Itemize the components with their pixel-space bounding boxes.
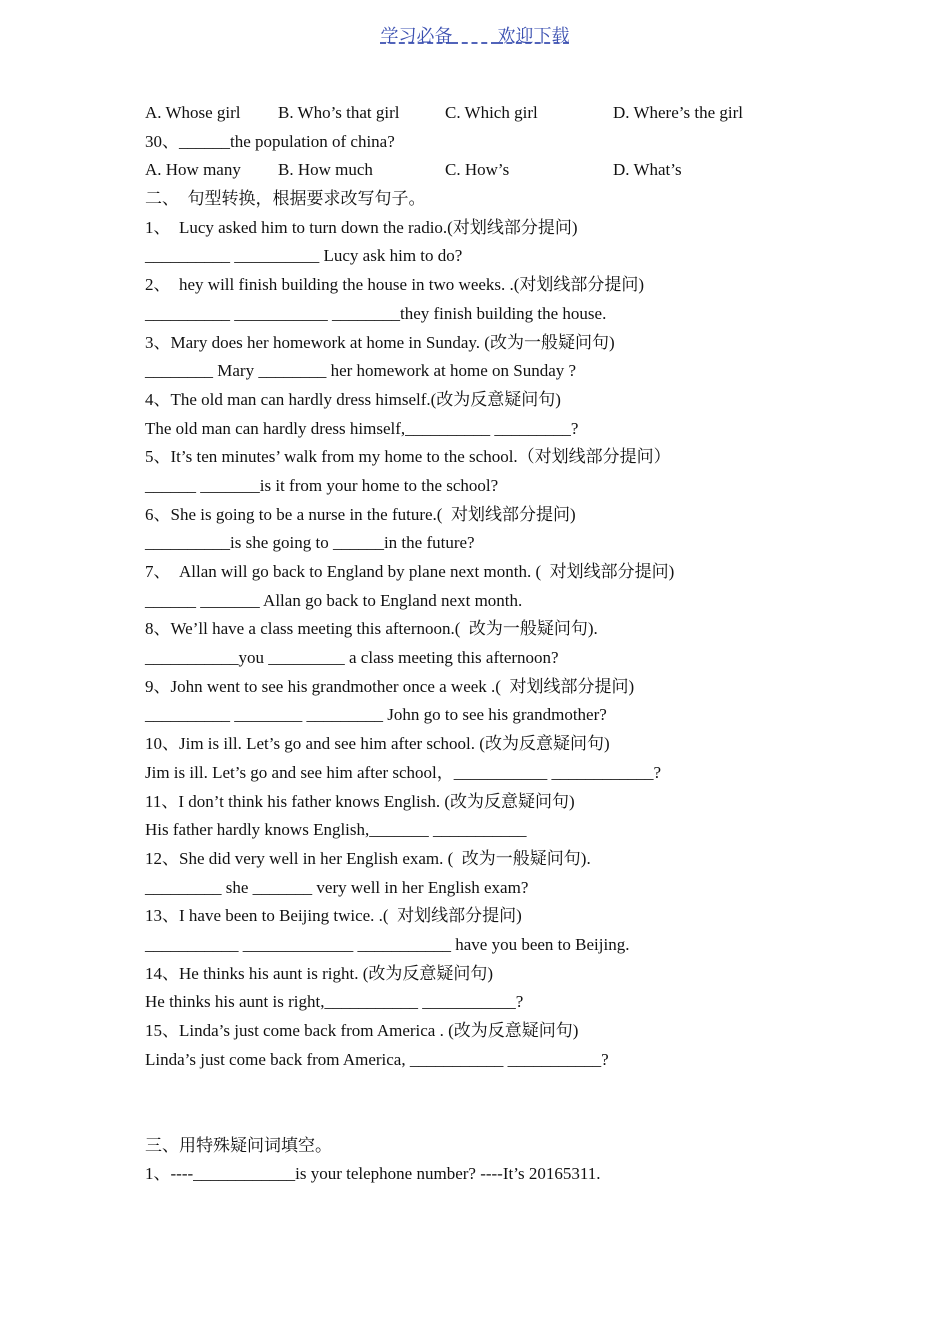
s2-q13-prompt: 13、I have been to Beijing twice. .( 对划线部分提问) (145, 906, 522, 926)
section3-title: 三、用特殊疑问词填空。 (145, 1135, 332, 1155)
s2-q6-answer: __________is she going to ______in the future? (145, 533, 475, 553)
s2-q13-answer: ___________ _____________ ___________ have you been to Beijing. (145, 934, 630, 954)
s2-q14-answer: He thinks his aunt is right,___________ ___________? (145, 992, 524, 1012)
s2-q7-prompt: 7、 Allan will go back to England by plane next month. ( 对划线部分提问) (145, 562, 675, 581)
q29-option-d: D. Where’s the girl (613, 103, 743, 122)
s2-q5-answer: ______ _______is it from your home to the school? (145, 475, 499, 495)
worksheet-body (145, 99, 865, 1189)
s2-q4-prompt: 4、The old man can hardly dress himself.(改为反意疑问句) (145, 389, 561, 409)
s2-q3-prompt: 3、Mary does her homework at home in Sunday. (改为一般疑问句) (145, 332, 615, 352)
s2-q14-prompt: 14、He thinks his aunt is right. (改为反意疑问句) (145, 963, 494, 983)
q30-option-d: D. What’s (613, 160, 682, 180)
s2-q9-answer: __________ ________ _________ John go to see his grandmother? (145, 705, 607, 725)
s3-q1: 1、----____________is your telephone number? ----It’s 20165311. (145, 1164, 601, 1184)
header-gap (453, 26, 498, 46)
s2-q2-answer: __________ ___________ ________they finish building the house. (145, 303, 607, 323)
s2-q7-answer: ______ _______ Allan go back to England next month. (145, 590, 523, 610)
q30-question: 30、______the population of china? (145, 131, 395, 151)
s2-q9-prompt: 9、John went to see his grandmother once a week .( 对划线部分提问) (145, 676, 635, 696)
s2-q11-answer: His father hardly knows English,_______ ___________ (145, 820, 527, 840)
q29-option-b: B. Who’s that girl (278, 103, 400, 122)
s2-q8-prompt: 8、We’ll have a class meeting this afternoon.( 改为一般疑问句). (145, 619, 598, 639)
s2-q4-answer: The old man can hardly dress himself,__________ _________? (145, 418, 579, 438)
s2-q11-prompt: 11、I don’t think his father knows English. (改为反意疑问句) (145, 791, 575, 811)
s2-q3-answer: ________ Mary ________ her homework at home on Sunday ? (145, 361, 577, 381)
s2-q5-prompt: 5、It’s ten minutes’ walk from my home to the school.（对划线部分提问） (145, 447, 671, 467)
q30-option-b: B. How much (278, 160, 373, 180)
section2-title: 二、 句型转换，根据要求改写句子。 (145, 189, 426, 209)
header-left-text: 学习必备 (380, 26, 453, 46)
page-header (0, 22, 950, 48)
q29-options-row (145, 99, 865, 128)
s2-q15-prompt: 15、Linda’s just come back from America . (改为反意疑问句) (145, 1021, 579, 1040)
s2-q10-prompt: 10、Jim is ill. Let’s go and see him after school. (改为反意疑问句) (145, 734, 610, 754)
s2-q2-prompt: 2、 hey will finish building the house in two weeks. .(对划线部分提问) (145, 275, 645, 295)
s2-q6-prompt: 6、She is going to be a nurse in the future.( 对划线部分提问) (145, 504, 576, 524)
s2-q8-answer: ___________you _________ a class meeting this afternoon? (145, 648, 559, 668)
s2-q1-prompt: 1、 Lucy asked him to turn down the radio.(对划线部分提问) (145, 217, 578, 237)
s2-q15-answer: Linda’s just come back from America, ___________ ___________? (145, 1049, 609, 1069)
s2-q1-answer: __________ __________ Lucy ask him to do? (145, 246, 463, 266)
s2-q12-answer: _________ she _______ very well in her English exam? (145, 877, 529, 897)
q30-options-row (145, 156, 865, 185)
q30-option-a: A. How many (145, 160, 241, 180)
q29-option-c: C. Which girl (445, 103, 538, 122)
q30-option-c: C. How’s (445, 160, 510, 180)
section-gap (145, 1074, 865, 1131)
s2-q12-prompt: 12、She did very well in her English exam. ( 改为一般疑问句). (145, 848, 591, 868)
header-right-text: 欢迎下载 (497, 26, 570, 46)
q29-option-a: A. Whose girl (145, 103, 241, 122)
s2-q10-answer: Jim is ill. Let’s go and see him after school，___________ ____________? (145, 762, 662, 782)
